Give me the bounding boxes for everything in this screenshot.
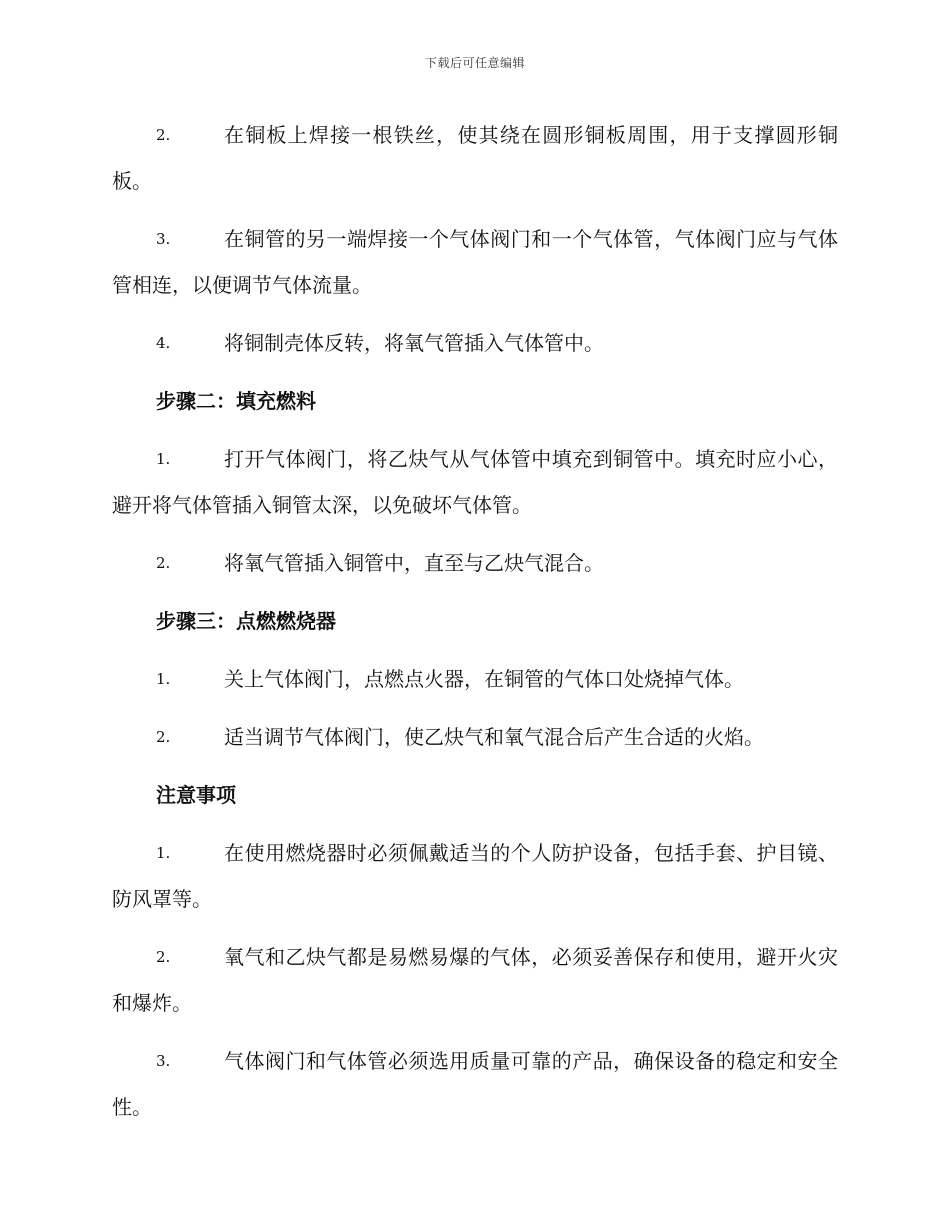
item-number: 2.: [156, 728, 171, 746]
list-item: [112, 830, 838, 922]
item-number: 1.: [156, 450, 171, 468]
list-item: [112, 714, 838, 760]
list-item: [112, 112, 838, 204]
list-item: [112, 320, 838, 366]
page-header: 下载后可任意编辑: [424, 56, 525, 70]
item-text: 在铜管的另一端焊接一个气体阀门和一个气体管，气体阀门应与气体管相连，以便调节气体流量。: [112, 227, 838, 297]
document-body: [112, 112, 838, 1142]
item-number: 4.: [156, 334, 171, 352]
item-number: 1.: [156, 670, 171, 688]
section-heading: 步骤二：填充燃料: [156, 389, 316, 413]
item-text: 适当调节气体阀门，使乙炔气和氧气混合后产生合适的火焰。: [224, 725, 764, 749]
item-text: 氧气和乙炔气都是易燃易爆的气体，必须妥善保存和使用，避开火灾和爆炸。: [112, 945, 838, 1015]
item-text: 打开气体阀门，将乙炔气从气体管中填充到铜管中。填充时应小心，避开将气体管插入铜管太深，以免破坏气体管。: [112, 447, 838, 517]
item-number: 2.: [156, 126, 171, 144]
item-number: 1.: [156, 844, 171, 862]
list-item: [112, 656, 838, 702]
item-number: 2.: [156, 948, 171, 966]
list-item: [112, 216, 838, 308]
item-number: 3.: [156, 230, 171, 248]
list-item: [112, 436, 838, 528]
item-text: 在使用燃烧器时必须佩戴适当的个人防护设备，包括手套、护目镜、防风罩等。: [112, 841, 838, 911]
list-item: [112, 1038, 838, 1130]
item-text: 关上气体阀门，点燃点火器，在铜管的气体口处烧掉气体。: [224, 667, 744, 691]
item-text: 将氧气管插入铜管中，直至与乙炔气混合。: [224, 551, 604, 575]
item-number: 3.: [156, 1052, 171, 1070]
list-item: [112, 934, 838, 1026]
item-text: 气体阀门和气体管必须选用质量可靠的产品，确保设备的稳定和安全性。: [112, 1049, 838, 1119]
section-heading: 注意事项: [156, 783, 236, 807]
item-text: 将铜制壳体反转，将氧气管插入气体管中。: [224, 331, 604, 355]
item-number: 2.: [156, 554, 171, 572]
list-item: [112, 540, 838, 586]
section-heading: 步骤三：点燃燃烧器: [156, 609, 336, 633]
item-text: 在铜板上焊接一根铁丝，使其绕在圆形铜板周围，用于支撑圆形铜板。: [112, 123, 838, 193]
